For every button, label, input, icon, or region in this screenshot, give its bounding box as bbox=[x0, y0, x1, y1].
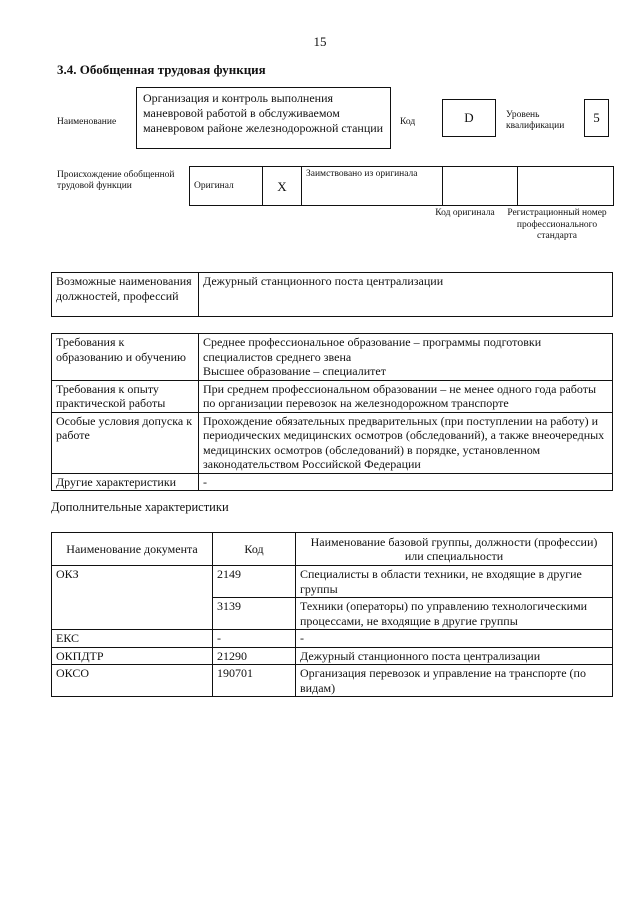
code-cell: 190701 bbox=[213, 665, 296, 697]
requirement-value: - bbox=[199, 473, 613, 491]
code-label: Код bbox=[400, 117, 416, 127]
table-row bbox=[52, 473, 613, 491]
header-name: Наименование базовой группы, должности (профессии) или специальности bbox=[296, 533, 613, 566]
positions-value: Дежурный станционного поста централизации bbox=[199, 273, 613, 317]
original-code-caption: Код оригинала bbox=[435, 208, 495, 218]
origin-table bbox=[189, 166, 614, 206]
requirement-label: Особые условия допуска к работе bbox=[52, 412, 199, 473]
code-cell: 3139 bbox=[213, 598, 296, 630]
requirement-value: Прохождение обязательных предварительных (при поступлении на работу) и периодических медицинских осмотров (обследований), а также внеочередных медицинских осмотров (обследований) в порядке, установленном законодательством Российской Федерации bbox=[199, 412, 613, 473]
name-cell: Техники (операторы) по управлению технологическими процессами, не входящие в другие группы bbox=[296, 598, 613, 630]
doc-cell: ОКСО bbox=[52, 665, 213, 697]
code-cell: - bbox=[213, 630, 296, 648]
level-value: 5 bbox=[584, 99, 609, 137]
doc-cell: ОКПДТР bbox=[52, 647, 213, 665]
additional-title: Дополнительные характеристики bbox=[51, 500, 229, 514]
level-label: Уровень квалификации bbox=[506, 110, 565, 131]
original-label: Оригинал bbox=[190, 167, 263, 206]
name-cell: Дежурный станционного поста централизации bbox=[296, 647, 613, 665]
borrowed-label: Заимствовано из оригинала bbox=[302, 167, 443, 206]
positions-label: Возможные наименования должностей, профессий bbox=[52, 273, 199, 317]
code-value: D bbox=[442, 99, 496, 137]
requirement-value: Среднее профессиональное образование – программы подготовки специалистов среднего звена Высшее образование – специалитет bbox=[199, 334, 613, 381]
requirement-label: Другие характеристики bbox=[52, 473, 199, 491]
function-name-box: Организация и контроль выполнения маневровой работой в обслуживаемом маневровом районе железнодорожной станции bbox=[136, 87, 391, 149]
name-label: Наименование bbox=[57, 117, 117, 127]
name-cell: - bbox=[296, 630, 613, 648]
doc-cell: ЕКС bbox=[52, 630, 213, 648]
table-row bbox=[52, 380, 613, 412]
table-row bbox=[52, 665, 613, 697]
positions-table bbox=[51, 272, 613, 317]
original-code-cell bbox=[443, 167, 518, 206]
requirements-table bbox=[51, 333, 613, 491]
table-row bbox=[52, 566, 613, 598]
page-number: 15 bbox=[313, 34, 327, 49]
name-cell: Специалисты в области техники, не входящие в другие группы bbox=[296, 566, 613, 598]
section-title: 3.4. Обобщенная трудовая функция bbox=[57, 62, 266, 77]
origin-label: Происхождение обобщенной трудовой функции bbox=[57, 170, 175, 191]
additional-table bbox=[51, 532, 613, 697]
doc-cell: ОКЗ bbox=[52, 566, 213, 630]
code-cell: 2149 bbox=[213, 566, 296, 598]
table-row bbox=[52, 630, 613, 648]
table-row bbox=[52, 334, 613, 381]
code-cell: 21290 bbox=[213, 647, 296, 665]
reg-number-cell bbox=[518, 167, 614, 206]
requirement-label: Требования к опыту практической работы bbox=[52, 380, 199, 412]
name-cell: Организация перевозок и управление на транспорте (по видам) bbox=[296, 665, 613, 697]
table-row bbox=[52, 412, 613, 473]
table-row bbox=[52, 647, 613, 665]
reg-number-caption: Регистрационный номер профессионального стандарта bbox=[507, 208, 607, 241]
requirement-label: Требования к образованию и обучению bbox=[52, 334, 199, 381]
requirement-value: При среднем профессиональном образовании – не менее одного года работы по организации перевозок на железнодорожном транспорте bbox=[199, 380, 613, 412]
original-mark: X bbox=[263, 167, 302, 206]
header-code: Код bbox=[213, 533, 296, 566]
header-document: Наименование документа bbox=[52, 533, 213, 566]
